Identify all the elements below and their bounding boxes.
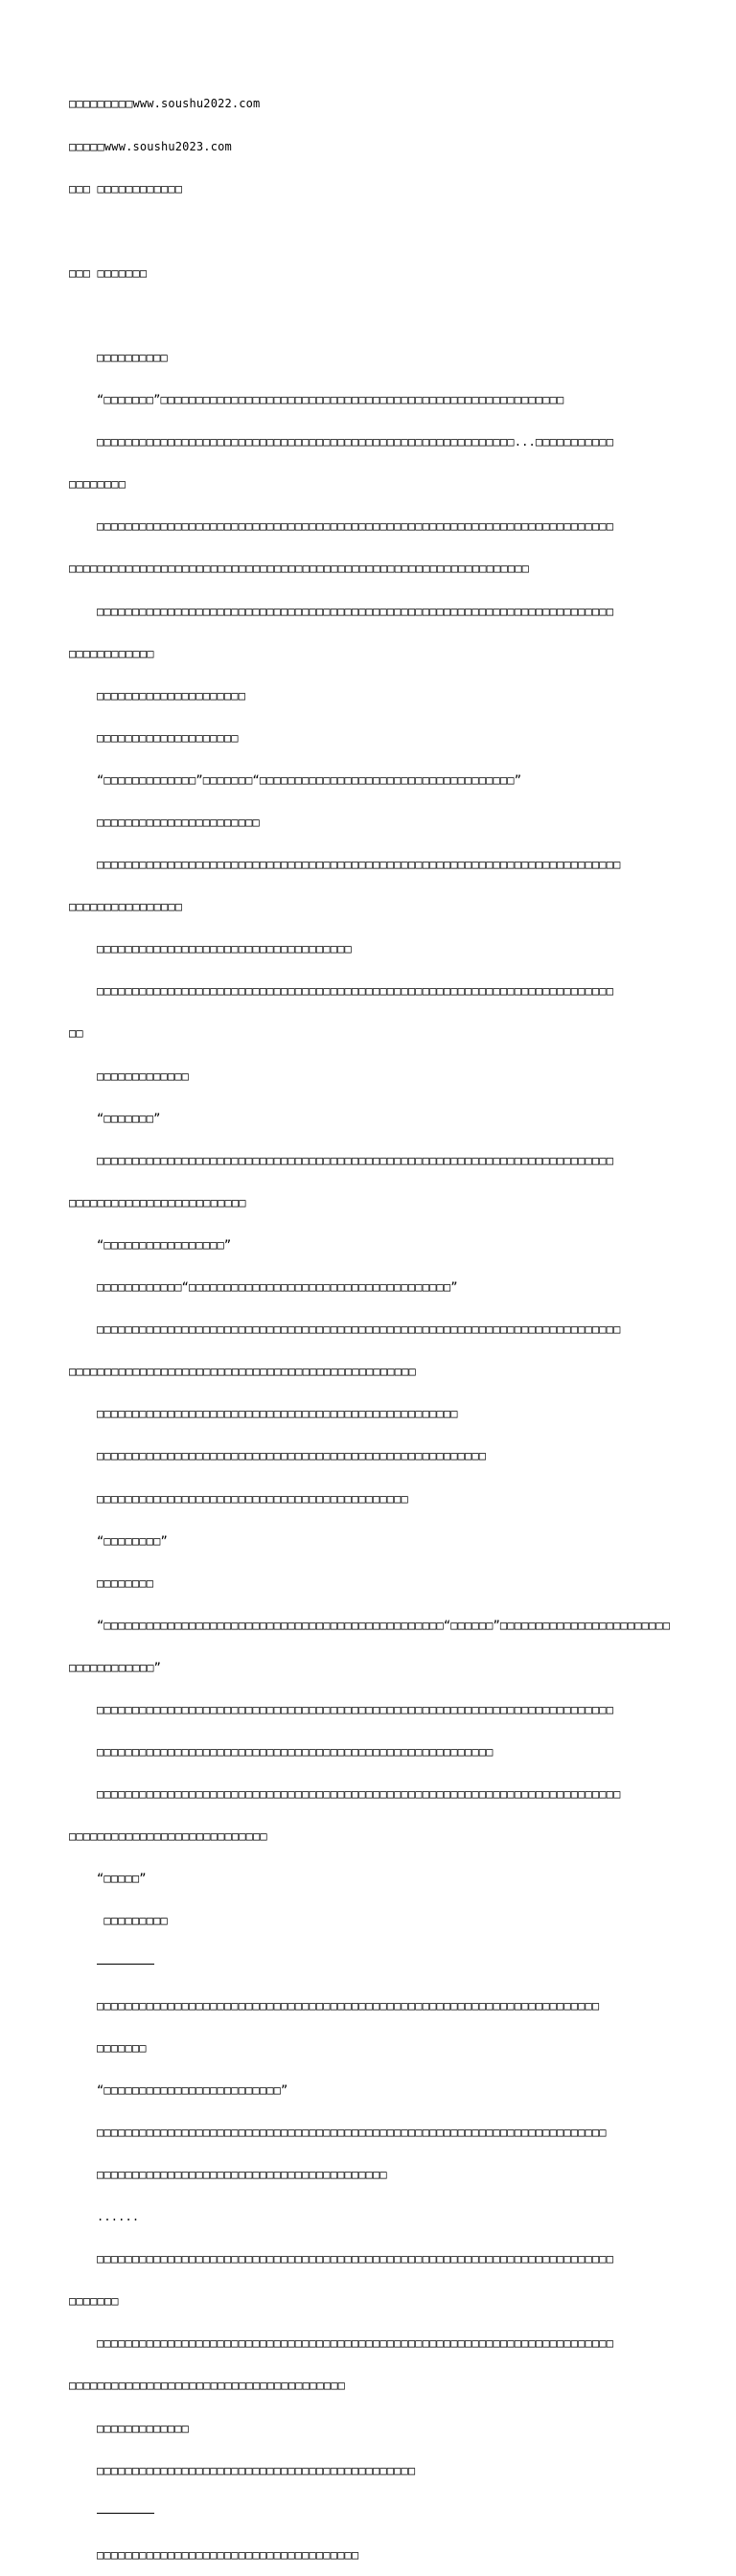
- paragraph-line: □□□□□□□□□□□□□□□□□□□□□□□□□□□□□□□□□□□□□□□□□□□□□□□□□□□□□□□□□□□□□□□□□□□□□□□□□: [97, 2252, 614, 2266]
- paragraph-line: □□□□□□□□□□□□□□□□□□□□□□□□□□□□□□□□□□□□□□□□□□□□□□□□□□□□□□□□□□□□□□□□□□□□□□□□□□: [97, 858, 621, 872]
- header-line-site-1: □□□□□□□□□www.soushu2022.com: [69, 97, 261, 111]
- paragraph-line: □□□□□□□□□□□□□□□□□□□□□□□□□□□□□□□□□□□□□□□□□□□□□□□□□□□□□□□□□□□□□□□□□□□□□□□□□: [97, 2336, 614, 2351]
- paragraph-line: “□□□□□□□□□□□□□□□□□□□□□□□□□”: [97, 2082, 288, 2097]
- paragraph-line: □□□□□□□□□□□□□□□□□□□□□□□□□□□□□□□□□□□□□□□□□□□□□□□□□□□□□□□□□□□□□□□□□□□□□□□□□□: [97, 1322, 621, 1337]
- paragraph-continuation: □□□□□□□□□□□□□□□□□□□□□□□□□□□□□□□□□□□□□□□□□□□□□□□□□: [69, 1365, 416, 1379]
- paragraph-line: □□□□□□□□: [97, 1576, 154, 1590]
- paragraph-line: □□□□□□□□□□□□□□□□□□□□□□□□□□□□□□□□□□□□□□□□□□□□□□□□□□□□□□□□□□□...□□□□□□□□□□□: [97, 435, 614, 449]
- paragraph-continuation: □□□□□□□□□□□□”: [69, 1660, 161, 1674]
- paragraph-line: □□□□□□□□□□□□□□□□□□□□□□□□□□□□□□□□□□□□□□□□□□□□□□□□□□□□□□□□□□□□□□□□□□□□□□□□□: [97, 519, 614, 534]
- paragraph-continuation: □□: [69, 1026, 83, 1041]
- paragraph-line: □□□□□□□□□□□□□□□□□□□□□□□□□□□□□□□□□□□□□□□□□□□□□: [97, 2463, 416, 2477]
- paragraph-line: “□□□□□”: [97, 1872, 147, 1886]
- paragraph-line: □□□□□□□□□□□□□□□□□□□□□: [97, 688, 246, 702]
- paragraph-continuation: □□□□□□□: [69, 2294, 119, 2309]
- paragraph-line: □□□□□□□□□□□□□: [97, 1069, 189, 1083]
- paragraph-continuation: □□□□□□□□: [69, 477, 126, 492]
- header-line-site-2: □□□□□www.soushu2023.com: [69, 139, 232, 153]
- paragraph-line: □□□□□□□□□□□□□□□□□□□□□□□□□□□□□□□□□□□□□□□□□□□□: [97, 1491, 408, 1506]
- paragraph-line: □□□□□□□□□□□□□□□□□□□□□□□□□□□□□□□□□□□□□□□□□□□□□□□□□□□□□□□□□□□□□□□□□□□□□□□□□□: [97, 1787, 621, 1802]
- paragraph-continuation: □□□□□□□□□□□□: [69, 646, 154, 660]
- paragraph-continuation: □□□□□□□□□□□□□□□□□□□□□□□□□: [69, 1195, 246, 1209]
- paragraph-line: □□□□□□□□□□□□□□□□□□□□□□□□□□□□□□□□□□□□□□□□□□□□□□□□□□□□□□□□□□□□□□□□□□□□□□□□□: [97, 1702, 614, 1716]
- paragraph-line: □□□□□□□□□□□□□□□□□□□□□□□□□□□□□□□□□□□□□□□□□□□□□□□□□□□□□□□□□□□□□□□□□□□□□□□□□: [97, 984, 614, 999]
- paragraph-line: □□□□□□□□□: [97, 1914, 168, 1928]
- header-line-title: □□□ □□□□□□□□□□□□: [69, 181, 183, 196]
- paragraph-continuation: □□□□□□□□□□□□□□□□□□□□□□□□□□□□□□□□□□□□□□□□□□□□□□□□□□□□□□□□□□□□□□□□□: [69, 562, 529, 576]
- paragraph-line: “□□□□□□□”□□□□□□□□□□□□□□□□□□□□□□□□□□□□□□□□□□□□□□□□□□□□□□□□□□□□□□□□□: [97, 393, 564, 407]
- paragraph-line: □□□□□□□: [97, 2040, 147, 2055]
- paragraph-line: “□□□□□□□□□□□□□□□□□”: [97, 1237, 232, 1252]
- paragraph-line: □□□□□□□□□□□□□□□□□□□□□□□: [97, 816, 260, 829]
- blank-line: [69, 224, 682, 239]
- paragraph-continuation: □□□□□□□□□□□□□□□□□□□□□□□□□□□□: [69, 1829, 267, 1844]
- paragraph-continuation: □□□□□□□□□□□□□□□□□□□□□□□□□□□□□□□□□□□□□□□: [69, 2379, 345, 2393]
- paragraph-line: “□□□□□□□□□□□□□”□□□□□□□“□□□□□□□□□□□□□□□□□□□□□□□□□□□□□□□□□□□□”: [97, 772, 522, 787]
- paragraph-line: “□□□□□□□□□□□□□□□□□□□□□□□□□□□□□□□□□□□□□□□□□□□□□□□□“□□□□□□”□□□□□□□□□□□□□□□□□□□□□□□□: [97, 1618, 671, 1632]
- section-divider: [69, 2506, 682, 2520]
- paragraph-line: □□□□□□□□□□□□□□□□□□□□□□□□□□□□□□□□□□□□□□□□□□□□□□□□□□□□□□□: [97, 1449, 487, 1463]
- paragraph-continuation: □□□□□□□□□□□□□□□□: [69, 900, 183, 914]
- paragraph-line: □□□□□□□□□□: [97, 350, 168, 364]
- blank-line: [69, 309, 682, 323]
- paragraph-line: □□□□□□□□□□□□□□□□□□□□□□□□□□□□□□□□□□□□□□□□□□□□□□□□□□□□□□□□□□□□□□□□□□□□□□□□□: [97, 1153, 614, 1167]
- paragraph-line: □□□□□□□□□□□□□□□□□□□□□□□□□□□□□□□□□□□□□□□□□□□□□□□□□□□□□□□□□□□□□□□□□□□□□□□□□: [97, 604, 614, 618]
- paragraph-line: □□□□□□□□□□□□“□□□□□□□□□□□□□□□□□□□□□□□□□□□□□□□□□□□□□”: [97, 1280, 458, 1295]
- paragraph-line: □□□□□□□□□□□□□: [97, 2421, 189, 2435]
- chapter-title: □□□ □□□□□□□: [69, 265, 148, 280]
- paragraph-line: □□□□□□□□□□□□□□□□□□□□: [97, 730, 239, 745]
- paragraph-line: □□□□□□□□□□□□□□□□□□□□□□□□□□□□□□□□□□□□□□□□□□□□□□□□□□□□□□□□□□□□□□□□□□□□□□□: [97, 1998, 600, 2012]
- paragraph-line: □□□□□□□□□□□□□□□□□□□□□□□□□□□□□□□□□□□□□□□□□: [97, 2168, 387, 2181]
- document-body: [69, 69, 682, 2576]
- paragraph-line: □□□□□□□□□□□□□□□□□□□□□□□□□□□□□□□□□□□□□: [97, 2547, 359, 2562]
- paragraph-line: □□□□□□□□□□□□□□□□□□□□□□□□□□□□□□□□□□□□□□□□□□□□□□□□□□□□□□□□□□□□□□□□□□□□□□□□: [97, 2125, 607, 2139]
- paragraph-line: “□□□□□□□□”: [97, 1533, 168, 1548]
- paragraph-line: “□□□□□□□”: [97, 1111, 161, 1125]
- paragraph-line: □□□□□□□□□□□□□□□□□□□□□□□□□□□□□□□□□□□□□□□□□□□□□□□□□□□□□□□□: [97, 1745, 494, 1760]
- paragraph-line: □□□□□□□□□□□□□□□□□□□□□□□□□□□□□□□□□□□□: [97, 942, 352, 956]
- paragraph-line: □□□□□□□□□□□□□□□□□□□□□□□□□□□□□□□□□□□□□□□□□□□□□□□□□□□: [97, 1407, 458, 1421]
- section-divider: [69, 1957, 682, 1971]
- ellipsis-line: ......: [97, 2210, 140, 2224]
